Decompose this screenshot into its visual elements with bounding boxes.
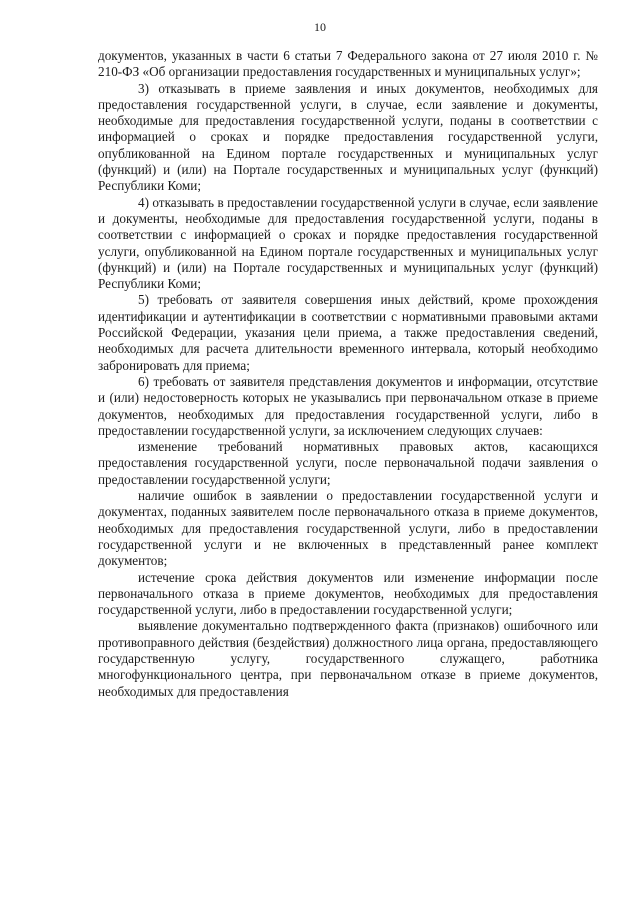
paragraph-continuation: документов, указанных в части 6 статьи 7 Федерального закона от 27 июля 2010 г. № 210-ФЗ «Об организации предоставления государственных и муниципальных услуг»;: [98, 48, 598, 80]
paragraph-item-4: 4) отказывать в предоставлении государственной услуги в случае, если заявление и документы, необходимые для предоставления государственной услуги, поданы в соответствии с информацией о сроках и порядке предоставления государственной услуги, опубликованной на Едином портале государственных и муниципальных услуг (функций) и (или) на Портале государственных и муниципальных услуг (функций) Республики Коми;: [98, 194, 598, 292]
paragraph-exception-2: наличие ошибок в заявлении о предоставлении государственной услуги и документах, поданных заявителем после первоначального отказа в приеме документов, необходимых для предоставления государственной услуги, либо в предоставлении государственной услуги и не включенных в представленный ранее комплект документов;: [98, 488, 598, 569]
document-body: [98, 48, 598, 700]
paragraph-exception-1: изменение требований нормативных правовых актов, касающихся предоставления государственной услуги, после первоначальной подачи заявления о предоставлении государственной услуги;: [98, 439, 598, 487]
paragraph-exception-4: выявление документально подтвержденного факта (признаков) ошибочного или противоправного действия (бездействия) должностного лица органа, предоставляющего государственную услугу, государственного служащего, работника многофункционального центра, при первоначальном отказе в приеме документов, необходимых для предоставления: [98, 618, 598, 699]
page-number: 10: [314, 20, 326, 34]
paragraph-item-5: 5) требовать от заявителя совершения иных действий, кроме прохождения идентификации и аутентификации в соответствии с нормативными правовыми актами Российской Федерации, указания цели приема, а также предоставления сведений, необходимых для расчета длительности временного интервала, который необходимо забронировать для приема;: [98, 292, 598, 373]
paragraph-item-3: 3) отказывать в приеме заявления и иных документов, необходимых для предоставления государственной услуги, в случае, если заявление и документы, необходимые для предоставления государственной услуги, поданы в соответствии с информацией о сроках и порядке предоставления государственной услуги, опубликованной на Едином портале государственных и муниципальных услуг (функций) и (или) на Портале государственных и муниципальных услуг (функций) Республики Коми;: [98, 80, 598, 194]
paragraph-exception-3: истечение срока действия документов или изменение информации после первоначального отказа в приеме документов, необходимых для предоставления государственной услуги, либо в предоставлении государственной услуги;: [98, 569, 598, 618]
paragraph-item-6: 6) требовать от заявителя представления документов и информации, отсутствие и (или) недостоверность которых не указывались при первоначальном отказе в приеме документов, необходимых для предоставления государственной услуги, либо в предоставлении государственной услуги, за исключением следующих случаев:: [98, 373, 598, 438]
